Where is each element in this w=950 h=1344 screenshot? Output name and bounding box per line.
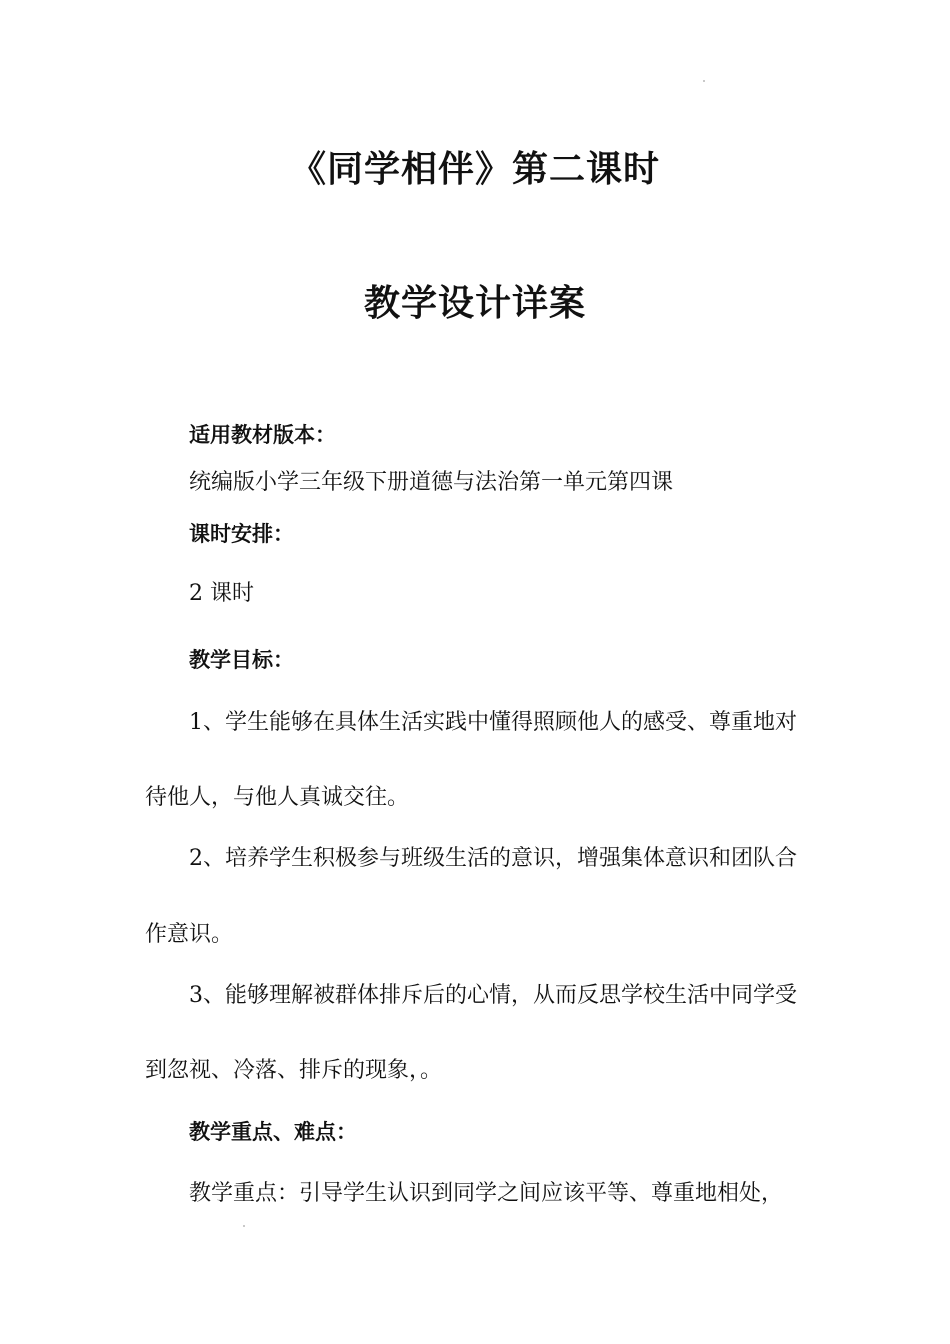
- keypoints-heading: 教学重点、难点：: [189, 1120, 357, 1144]
- document-subtitle: 教学设计详案: [363, 283, 586, 324]
- textbook-heading: 适用教材版本：: [189, 423, 336, 447]
- objective-3-line-2: 到忽视、冷落、排斥的现象，。: [145, 1058, 443, 1083]
- schedule-value: 2 课时: [189, 581, 254, 606]
- objective-2-line-1: 2、培养学生积极参与班级生活的意识，增强集体意识和团队合: [189, 846, 797, 871]
- objective-1-line-1: 1、学生能够在具体生活实践中懂得照顾他人的感受、尊重地对: [189, 710, 797, 735]
- keypoint-line-1: 教学重点：引导学生认识到同学之间应该平等、尊重地相处，: [189, 1181, 784, 1206]
- objective-1-line-2: 待他人，与他人真诚交往。: [145, 785, 410, 810]
- scan-speck: [703, 80, 705, 82]
- document-title: 《同学相伴》第二课时: [289, 149, 660, 190]
- textbook-value: 统编版小学三年级下册道德与法治第一单元第四课: [189, 470, 674, 495]
- objective-3-line-1: 3、能够理解被群体排斥后的心情，从而反思学校生活中同学受: [189, 983, 797, 1008]
- scan-speck: [243, 1225, 245, 1227]
- objectives-heading: 教学目标：: [189, 648, 294, 672]
- objective-2-line-2: 作意识。: [145, 922, 234, 947]
- schedule-heading: 课时安排：: [189, 522, 294, 546]
